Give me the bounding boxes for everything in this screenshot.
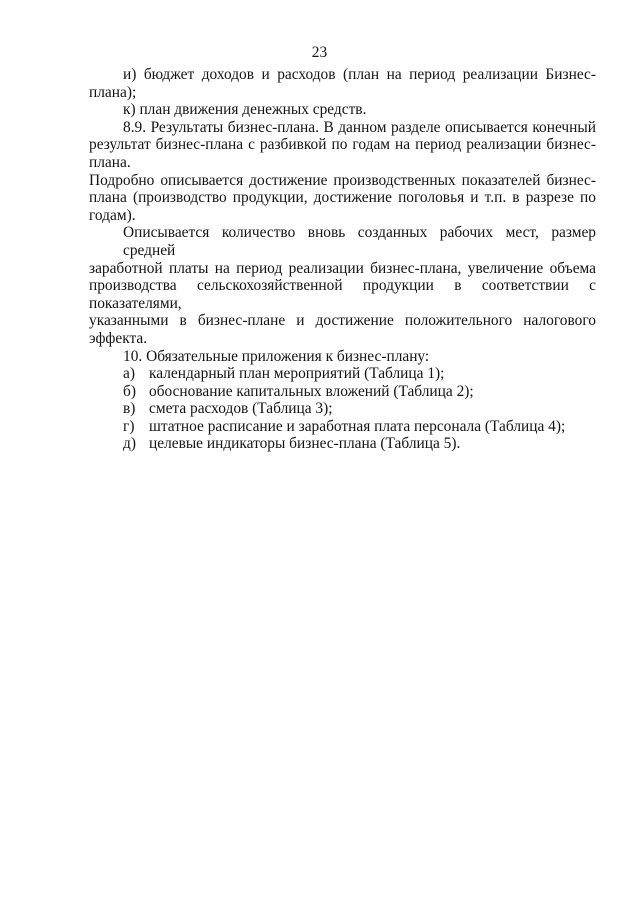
list-marker: б) xyxy=(123,382,136,400)
document-body xyxy=(89,66,596,453)
jobs-line-1: Описывается количество вновь созданных рабочих мест, размер средней xyxy=(123,224,596,259)
list-marker: в) xyxy=(123,400,136,418)
production-line-2: плана (производство продукции, достижение поголовья и т.п. в разрезе по xyxy=(89,189,596,207)
item-k: к) план движения денежных средств. xyxy=(123,101,367,119)
jobs-line-3: производства сельскохозяйственной продукции в соответствии с показателями, xyxy=(89,277,596,312)
item-i: и) бюджет доходов и расходов (план на период реализации Бизнес-плана); xyxy=(89,66,596,101)
list-marker: а) xyxy=(123,365,135,383)
appendices-list xyxy=(89,365,596,453)
jobs-line-2: заработной платы на период реализации бизнес-плана, увеличение объема xyxy=(89,259,596,277)
list-item xyxy=(89,435,596,453)
list-item-text: целевые индикаторы бизнес-плана (Таблица 5). xyxy=(149,435,461,453)
list-item xyxy=(89,383,596,401)
page-number: 23 xyxy=(311,44,328,61)
section-8-9-line-1: 8.9. Результаты бизнес-плана. В данном разделе описывается конечный xyxy=(123,118,596,136)
list-marker: г) xyxy=(123,417,135,435)
production-line-3: годам). xyxy=(89,206,136,224)
list-item-text: смета расходов (Таблица 3); xyxy=(149,400,333,418)
production-line-1: Подробно описывается достижение производственных показателей бизнес- xyxy=(89,171,596,189)
list-item-text: обоснование капитальных вложений (Таблица 2); xyxy=(149,382,474,400)
paragraph-jobs xyxy=(89,224,596,347)
paragraph-production-indicators xyxy=(89,172,596,225)
list-marker: д) xyxy=(123,435,136,453)
list-item-text: календарный план мероприятий (Таблица 1); xyxy=(149,365,445,383)
section-8-9 xyxy=(89,119,596,172)
section-8-9-line-2: результат бизнес-плана с разбивкой по годам на период реализации бизнес- xyxy=(89,136,596,154)
jobs-line-4: указанными в бизнес-плане и достижение положительного налогового эффекта. xyxy=(89,312,596,347)
section-10-heading: 10. Обязательные приложения к бизнес-плану: xyxy=(123,347,430,365)
list-item-text: штатное расписание и заработная плата персонала (Таблица 4); xyxy=(149,417,566,435)
list-item xyxy=(89,418,596,436)
section-8-9-line-3: плана. xyxy=(89,153,131,171)
list-item xyxy=(89,365,596,383)
list-item xyxy=(89,400,596,418)
